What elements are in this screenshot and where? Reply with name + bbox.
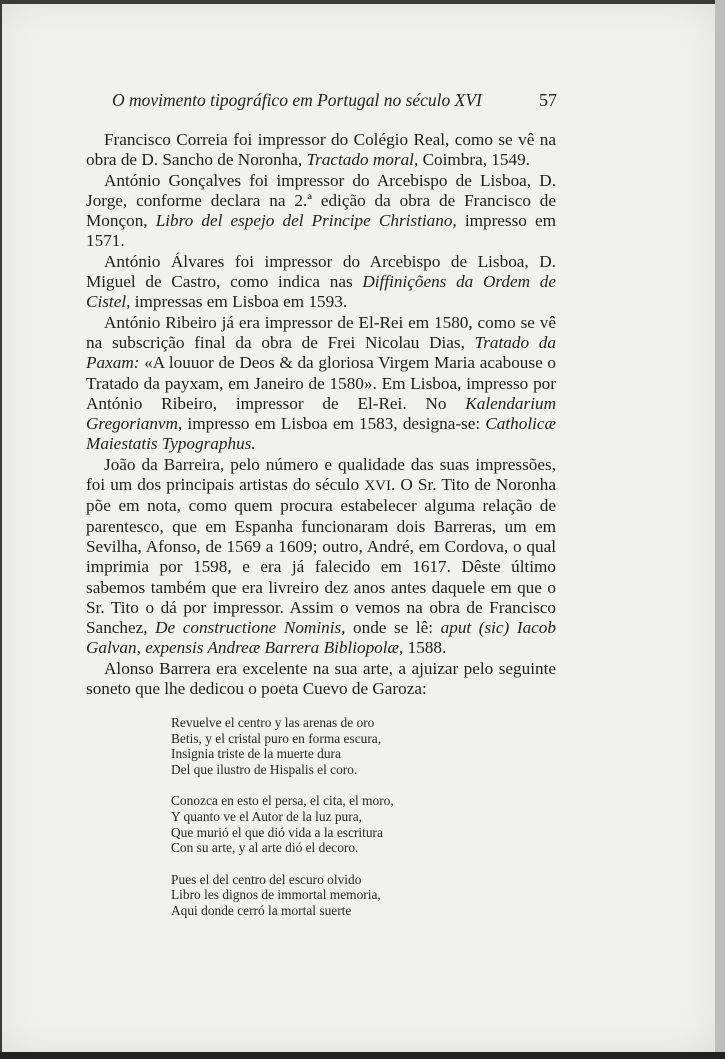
italic-text: Tratado da Paxam: — [86, 332, 556, 373]
running-head — [112, 90, 560, 116]
italic-text: Catholicæ Maiestatis Typographus. — [86, 414, 556, 454]
text-run: Alonso Barrera era excelente na sua arte, a ajuizar pelo seguinte soneto que lhe dedicou o poeta Cuevo de Garoza: — [86, 658, 556, 699]
paragraph — [86, 171, 556, 252]
poem-line: Conozca en esto el persa, el cita, el moro, — [171, 793, 394, 809]
body-text — [86, 130, 556, 699]
page-edge-bottom — [0, 1052, 725, 1059]
text-run: «A louuor de Deos & da gloriosa Virgem Maria acabouse o Tratado da payxam, em Janeiro de 1580». Em Lisboa, impresso por António Ribeiro, impressor de El-Rei. No — [86, 353, 556, 413]
text-run: onde se lê: — [345, 618, 441, 638]
text-run: António Álvares foi impressor do Arcebispo de Lisboa, D. Miguel de Castro, como indica nas — [86, 251, 556, 292]
text-run: Francisco Correia foi impressor do Colégio Real, como se vê na obra de D. Sancho de Noronha, — [86, 130, 556, 170]
paragraph — [86, 659, 556, 700]
text-run: António Gonçalves foi impressor do Arcebispo de Lisboa, D. Jorge, conforme declara na 2.ª edição da obra de Francisco de Monçon, — [86, 170, 556, 231]
poem-line: Y quanto ve el Autor de la luz pura, — [171, 808, 363, 824]
poem-stanza — [171, 872, 471, 919]
poem-line: Insignia triste de la muerte dura — [171, 746, 341, 762]
text-run: . O Sr. Tito de Noronha põe em nota, como quem procura estabelecer alguma relação de parentesco, que em Espanha funcionaram dois Barreras, um em Sevilha, Afonso, de 1569 a 1609; outro, André, em Cordova, o qual imprimia por 1598, e era já falecido em 1617. Dêste último sabemos também que era livreiro dez anos antes daquele em que o Sr. Tito o dá por impressor. Assim o vemos na obra de Francisco Sanchez, — [86, 475, 556, 638]
poem-line: Aqui donde cerró la mortal suerte — [171, 902, 352, 918]
italic-text: De constructione Nominis, — [155, 618, 346, 638]
paragraph — [86, 455, 556, 659]
text-run: impresso em 1571. — [86, 211, 557, 251]
italic-text: Kalendarium Gregorianvm, — [86, 393, 556, 434]
text-run: XVI — [364, 478, 391, 495]
poem-stanza — [171, 793, 471, 855]
poem-line: Del que ilustro de Hispalis el coro. — [171, 761, 358, 777]
paragraph — [86, 130, 556, 171]
poem-line: Con su arte, y al arte dió el decoro. — [171, 840, 359, 856]
poem-line: Betis, y el cristal puro en forma escura, — [171, 730, 382, 746]
page-edge-right — [715, 0, 725, 1059]
sonnet — [171, 715, 471, 935]
text-run: António Ribeiro já era impressor de El-Rei em 1580, como se vê na subscrição final da obra de Frei Nicolau Dias, — [86, 312, 556, 352]
poem-line: Pues el del centro del escuro olvido — [171, 871, 362, 887]
poem-line: Revuelve el centro y las arenas de oro — [171, 715, 375, 730]
italic-text: Diffiniçõens da Ordem de Cistel, — [86, 272, 556, 312]
text-run: Coimbra, 1549. — [418, 150, 530, 170]
poem-stanza — [171, 715, 471, 777]
italic-text: aput (sic) Iacob Galvan, expensis Andreæ Barrera Bibliopolæ, — [86, 618, 556, 658]
text-run: impressas em Lisboa em 1593. — [130, 292, 348, 312]
page-number: 57 — [539, 90, 557, 110]
italic-text: Tractado moral, — [306, 150, 419, 170]
text-run: 1588. — [403, 638, 447, 658]
running-head-title: O movimento tipográfico em Portugal no século XVI — [112, 90, 482, 110]
paragraph — [86, 252, 556, 313]
text-run: João da Barreira, pelo número e qualidade das suas impressões, foi um dos principais artistas do século — [86, 454, 556, 495]
paragraph — [86, 313, 556, 455]
poem-line: Que murió el que dió vida a la escritura — [171, 824, 383, 840]
poem-line: Libro les dignos de immortal memoria, — [171, 887, 381, 903]
text-run: impresso em Lisboa em 1583, designa-se: — [182, 414, 486, 434]
italic-text: Libro del espejo del Principe Christiano, — [155, 211, 457, 231]
